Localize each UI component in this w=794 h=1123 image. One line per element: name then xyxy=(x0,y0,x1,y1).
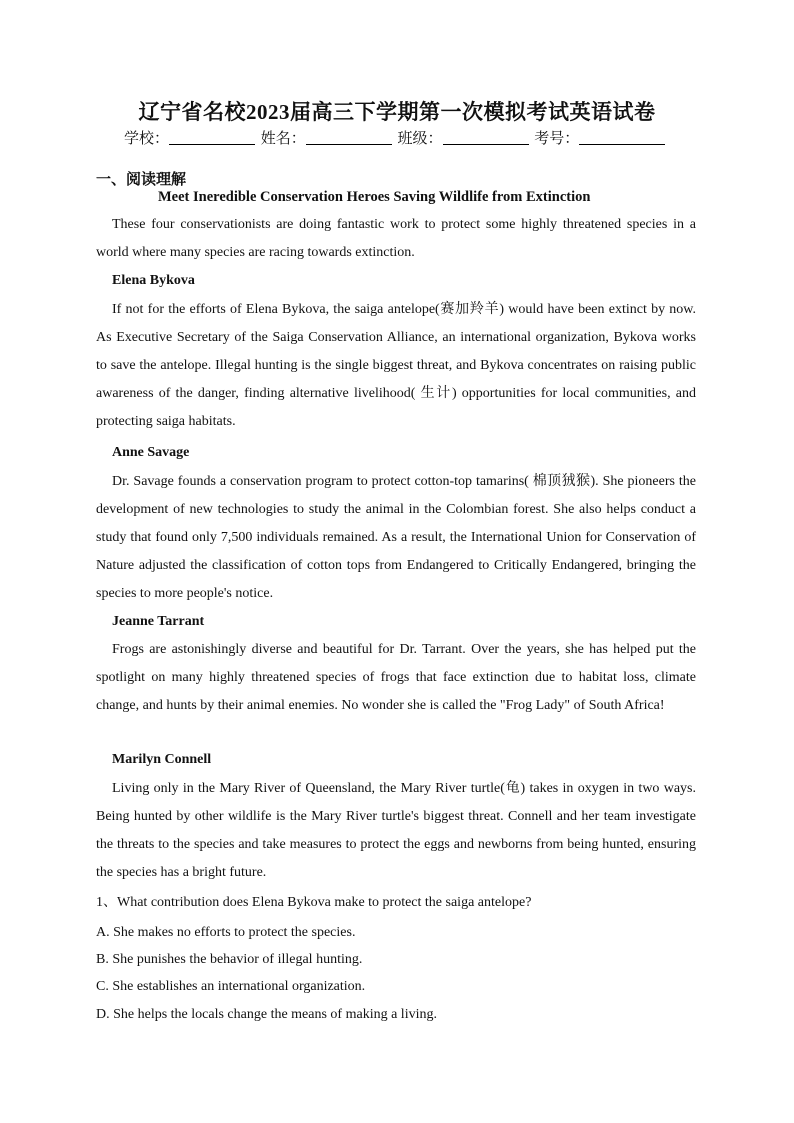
student-info-line xyxy=(124,127,667,148)
name-label: 姓名： xyxy=(260,131,306,147)
person-paragraph: If not for the efforts of Elena Bykova, the saiga antelope(赛加羚羊) would have been extinct by now. As Executive Secretary of the Saiga Conservation Alliance, an international organization, Bykova works to save the antelope. Illegal hunting is the single biggest threat, and Bykova concentrates on raising public awareness of the danger, finding alternative livelihood( 生计) opportunities for local communities, and protecting saiga habitats. xyxy=(96,302,696,429)
person-paragraph-block xyxy=(96,775,696,887)
question-stem: 1、What contribution does Elena Bykova make to protect the saiga antelope? xyxy=(96,895,532,910)
name-blank[interactable] xyxy=(306,130,392,145)
person-paragraph: Frogs are astonishingly diverse and beautiful for Dr. Tarrant. Over the years, she has helped put the spotlight on many highly threatened species of frogs that face extinction due to habitat loss, climate change, and hunts by their animal enemies. No wonder she is called the "Frog Lady" of South Africa! xyxy=(96,642,696,713)
person-paragraph: Dr. Savage founds a conservation program to protect cotton-top tamarins( 棉顶狨猴). She pioneers the development of new technologies to study the animal in the Colombian forest. She also helps conduct a study that found only 7,500 individuals remained. As a result, the International Union for Conservation of Nature adjusted the classification of cotton tops from Endangered to Critically Endangered, bringing the species to more people's notice. xyxy=(96,474,696,601)
exam-number-blank[interactable] xyxy=(579,130,665,145)
school-label: 学校： xyxy=(124,131,170,147)
exam-title: 辽宁省名校2023届高三下学期第一次模拟考试英语试卷 xyxy=(138,100,656,124)
person-heading: Elena Bykova xyxy=(112,273,195,288)
person-heading: Anne Savage xyxy=(112,445,190,460)
answer-option-c[interactable]: C. She establishes an international organization. xyxy=(96,979,366,994)
school-blank[interactable] xyxy=(169,130,255,145)
intro-paragraph: These four conservationists are doing fantastic work to protect some highly threatened species in a world where many species are racing towards extinction. xyxy=(96,217,696,260)
answer-option-a[interactable]: A. She makes no efforts to protect the species. xyxy=(96,925,356,940)
person-paragraph-block xyxy=(96,296,696,436)
answer-option-b[interactable]: B. She punishes the behavior of illegal hunting. xyxy=(96,952,363,967)
class-label: 班级： xyxy=(397,131,443,147)
exam-number-label: 考号： xyxy=(534,131,580,147)
article-intro xyxy=(96,211,696,267)
person-heading: Marilyn Connell xyxy=(112,752,212,767)
article-title: Meet Ineredible Conservation Heroes Saving Wildlife from Extinction xyxy=(158,189,591,205)
section-heading: 一、阅读理解 xyxy=(96,172,187,188)
class-blank[interactable] xyxy=(443,130,529,145)
person-paragraph-block xyxy=(96,636,696,720)
person-paragraph-block xyxy=(96,468,696,608)
person-heading: Jeanne Tarrant xyxy=(112,614,205,629)
person-paragraph: Living only in the Mary River of Queensland, the Mary River turtle(龟) takes in oxygen in two ways. Being hunted by other wildlife is the Mary River turtle's biggest threat. Connell and her team investigate the threats to the species and take measures to protect the eggs and newborns from being hunted, ensuring the species has a bright future. xyxy=(96,781,696,880)
answer-option-d[interactable]: D. She helps the locals change the means of making a living. xyxy=(96,1007,437,1022)
